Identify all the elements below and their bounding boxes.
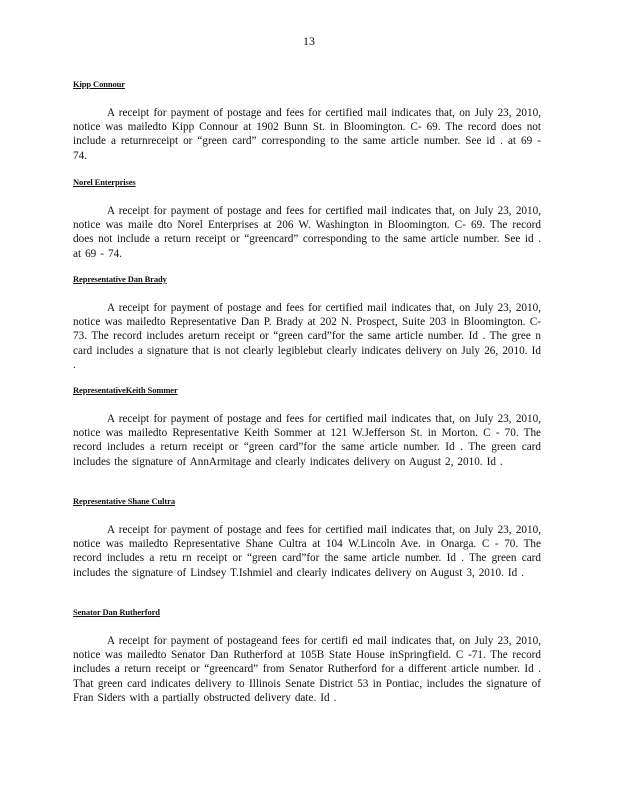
section-kipp-connour [73, 74, 541, 163]
page-number: 13 [303, 34, 315, 48]
section-senator-dan-rutherford [73, 602, 541, 705]
section-representative-shane-cultra [73, 491, 541, 580]
section-paragraph: A receipt for payment of postage and fees for certified mail indicates that, on July 23, 2010, notice was maile dto Norel Enterprises at 206 W. Washington in Bloomington. C- 69. The record does not include a return receipt or “greencard” corresponding to the same article number. See id . at 69 - 74. [73, 205, 541, 260]
section-heading: Norel Enterprises [73, 177, 136, 187]
section-heading: Senator Dan Rutherford [73, 607, 160, 617]
section-norel-enterprises [73, 172, 541, 261]
section-paragraph: A receipt for payment of postage and fees for certified mail indicates that, on July 23, 2010, notice was mailedto Kipp Connour at 1902 Bunn St. in Bloomington. C- 69. The record does not include a returnreceipt or “green card” corresponding to the same article number. See id . at 69 - 74. [73, 107, 541, 162]
section-paragraph: A receipt for payment of postageand fees for certifi ed mail indicates that, on July 23, 2010, notice was mailedto Senator Dan Rutherford at 105B State House inSpringfield. C -71. The record includes a return receipt or “greencard” from Senator Rutherford for a different article number. Id . That green card indicates delivery to Illinois Senate District 53 in Pontiac, includes the signature of Fran Siders with a partially obstructed delivery date. Id . [73, 635, 541, 704]
section-representative-keith-sommer [73, 380, 541, 469]
section-paragraph: A receipt for payment of postage and fees for certified mail indicates that, on July 23, 2010, notice was mailedto Representative Shane Cultra at 104 W.Lincoln Ave. in Onarga. C - 70. The record includes a retu rn receipt or “green card”for the same article number. Id . The green card includes the signature of Lindsey T.Ishmiel and clearly indicates delivery on August 3, 2010. Id . [73, 524, 541, 579]
section-heading: Representative Shane Cultra [73, 496, 175, 506]
section-paragraph: A receipt for payment of postage and fees for certified mail indicates that, on July 23, 2010, notice was mailedto Representative Keith Sommer at 121 W.Jefferson St. in Morton. C - 70. The record includes a return receipt or “green card”for the same article number. Id . The green card includes the signature of AnnArmitage and clearly indicates delivery on August 2, 2010. Id . [73, 413, 541, 468]
section-representative-dan-brady [73, 269, 541, 372]
section-heading: RepresentativeKeith Sommer [73, 385, 178, 395]
section-heading: Representative Dan Brady [73, 274, 167, 284]
section-heading: Kipp Connour [73, 79, 125, 89]
section-paragraph: A receipt for payment of postage and fees for certified mail indicates that, on July 23, 2010, notice was mailedto Representative Dan P. Brady at 202 N. Prospect, Suite 203 in Bloomington. C-73. The record includes areturn receipt or “green card”for the same article number. Id . The gree n card includes a signature that is not clearly legiblebut clearly indicates delivery on July 26, 2010. Id . [73, 302, 541, 371]
